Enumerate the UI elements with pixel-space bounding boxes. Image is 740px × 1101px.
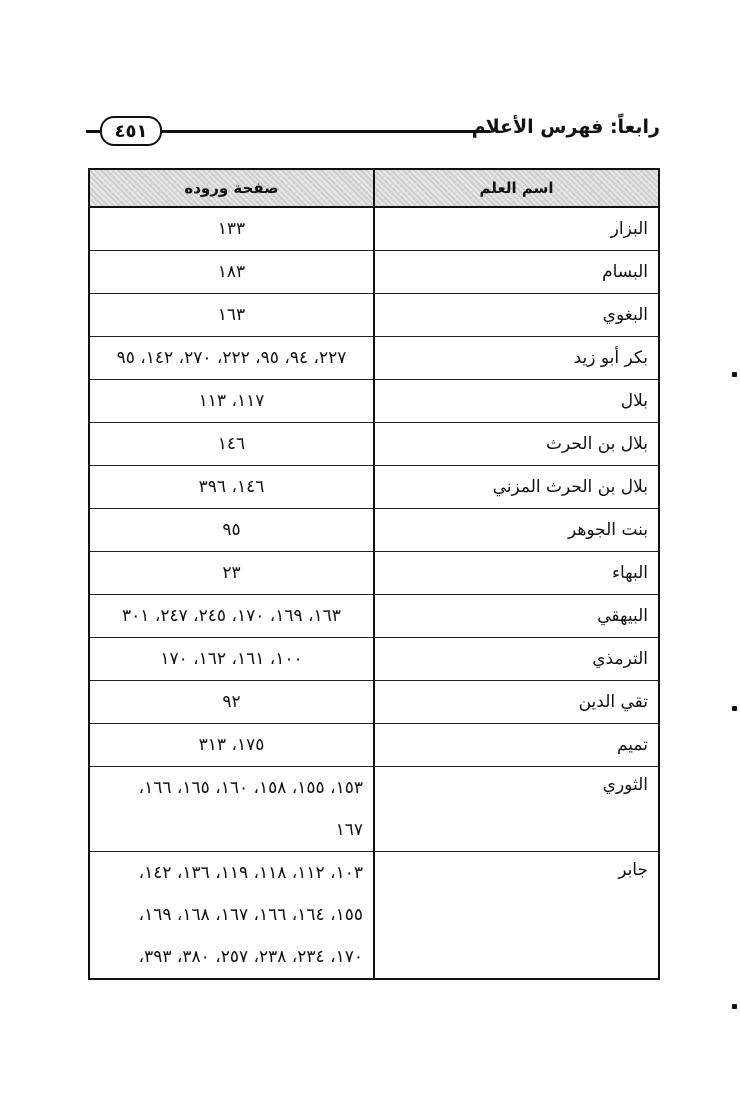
person-name: البيهقي [374,595,659,638]
page-reference-line: ١١٧، ١١٣ [198,391,265,411]
table-row [89,552,659,595]
page-reference-line: ١٠٠، ١٦١، ١٦٢، ١٧٠ [160,649,303,669]
page-references [89,681,374,724]
person-name: بلال بن الحرث [374,423,659,466]
page-reference-line: ٩٥ [222,520,241,540]
person-name: بلال [374,380,659,423]
table-row [89,294,659,337]
person-name: البسام [374,251,659,294]
table-header-row [89,169,659,207]
page-title: رابعاً: فهرس الأعلام [471,116,660,138]
page-references [89,380,374,423]
page-references [89,251,374,294]
page-reference-line: ٢٢٧، ٩٤، ٩٥، ٢٢٢، ٢٧٠، ١٤٢، ٩٥ [116,348,347,368]
page-references [89,207,374,251]
person-name: تقي الدين [374,681,659,724]
page-references [89,466,374,509]
person-name: البغوي [374,294,659,337]
names-index-table [88,168,660,980]
person-name: البزار [374,207,659,251]
page-reference-line: ١٤٦ [217,434,246,454]
person-name: الترمذي [374,638,659,681]
table-row [89,380,659,423]
page-reference-line: ١٧٠، ٢٣٤، ٢٣٨، ٢٥٧، ٣٨٠، ٣٩٣، [138,947,363,967]
page-number: ٤٥١ [100,116,162,146]
page-reference-line: ٩٢ [222,692,241,712]
page-reference-line: ١٥٣، ١٥٥، ١٥٨، ١٦٠، ١٦٥، ١٦٦، [138,778,363,798]
page-references [89,595,374,638]
table-row [89,207,659,251]
person-name: بكر أبو زيد [374,337,659,380]
person-name: جابر [374,852,659,980]
table-row [89,423,659,466]
page-references [89,509,374,552]
person-name: بلال بن الحرث المزني [374,466,659,509]
page-reference-line: ١٧٥، ٣١٣ [198,735,265,755]
page-references [89,423,374,466]
page-reference-line: ١٦٧ [335,820,363,840]
table-row [89,337,659,380]
page-references [89,767,374,852]
page-references [89,852,374,980]
table-row [89,466,659,509]
table-row [89,681,659,724]
column-header-name: اسم العلم [374,169,659,207]
table-row [89,852,659,980]
page-reference-line: ١٠٣، ١١٢، ١١٨، ١١٩، ١٣٦، ١٤٢، [138,863,363,883]
table-row [89,638,659,681]
table-row [89,251,659,294]
header-rule [146,130,490,133]
page-reference-line: ١٤٦، ٣٩٦ [198,477,265,497]
column-header-pages: صفحة وروده [89,169,374,207]
page-references [89,294,374,337]
page-references [89,552,374,595]
person-name: البهاء [374,552,659,595]
page-references [89,337,374,380]
person-name: بنت الجوهر [374,509,659,552]
person-name: تميم [374,724,659,767]
page-reference-line: ١٥٥، ١٦٤، ١٦٦، ١٦٧، ١٦٨، ١٦٩، [138,905,363,925]
page-reference-line: ١٦٣، ١٦٩، ١٧٠، ٢٤٥، ٢٤٧، ٣٠١ [122,606,341,626]
table-row [89,767,659,852]
margin-mark [732,372,737,377]
page-references [89,724,374,767]
page-reference-line: ٢٣ [222,563,241,583]
table-row [89,595,659,638]
margin-mark [732,706,737,711]
page-references [89,638,374,681]
person-name: الثوري [374,767,659,852]
margin-mark [732,1004,737,1009]
page-reference-line: ١٦٣ [217,305,246,325]
page-reference-line: ١٣٣ [217,219,246,239]
table-row [89,724,659,767]
page-reference-line: ١٨٣ [217,262,246,282]
table-row [89,509,659,552]
page-header [86,112,660,148]
table-body [89,207,659,979]
